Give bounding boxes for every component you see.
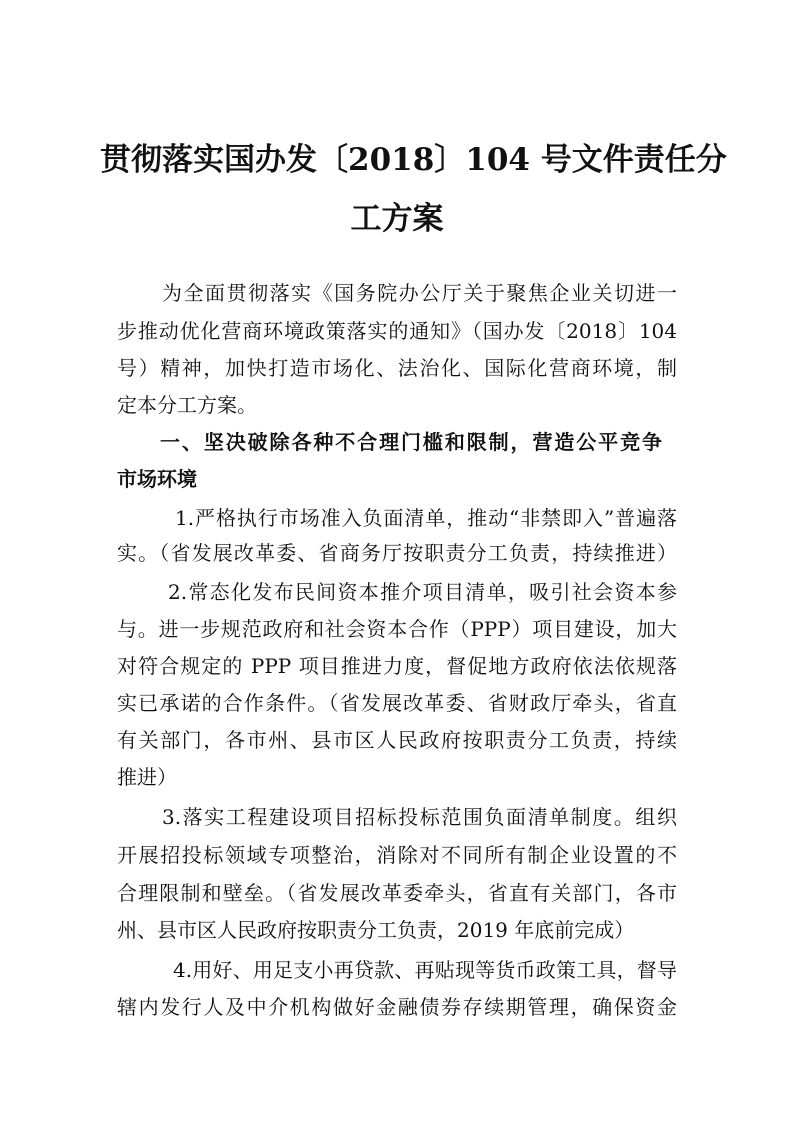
paragraph-line: 为全面贯彻落实《国务院办公厅关于聚焦企业关切进一 [162,281,677,305]
paragraph-line: 与。进一步规范政府和社会资本合作（PPP）项目建设，加大 [117,617,677,641]
paragraph-line: 推进） [117,765,177,789]
paragraph-line: 3.落实工程建设项目招标投标范围负面清单制度。组织 [162,805,677,829]
paragraph-line: 对符合规定的 PPP 项目推进力度，督促地方政府依法依规落 [117,654,677,678]
paragraph-line: 实已承诺的合作条件。（省发展改革委、省财政厅牵头，省直 [117,691,677,715]
paragraph-line: 州、县市区人民政府按职责分工负责，2019 年底前完成） [117,918,635,942]
paragraph-line: 合理限制和壁垒。（省发展改革委牵头，省直有关部门，各市 [117,881,677,905]
paragraph-line: 4.用好、用足支小再贷款、再贴现等货币政策工具，督导 [173,958,677,982]
paragraph-line: 辖内发行人及中介机构做好金融债券存续期管理，确保资金 [117,995,677,1019]
document-title-line-1: 贯彻落实国办发〔2018〕104 号文件责任分 [100,142,727,178]
paragraph-line: 开展招投标领域专项整治，消除对不同所有制企业设置的不 [117,843,677,867]
paragraph-line: 定本分工方案。 [117,393,257,417]
paragraph-line: 步推动优化营商环境政策落实的通知》（国办发〔2018〕104 [117,319,677,343]
paragraph-line: 2.常态化发布民间资本推介项目清单，吸引社会资本参 [168,580,677,604]
paragraph-line: 号）精神，加快打造市场化、法治化、国际化营商环境，制 [117,356,677,380]
paragraph-line: 1.严格执行市场准入负面清单，推动“非禁即入”普遍落 [175,506,677,530]
section-heading-line: 市场环境 [117,467,197,491]
section-heading-line: 一、坚决破除各种不合理门槛和限制，营造公平竞争 [160,430,662,454]
paragraph-line: 有关部门，各市州、县市区人民政府按职责分工负责，持续 [117,728,677,752]
document-title-line-2: 工方案 [350,201,444,237]
paragraph-line: 实。（省发展改革委、省商务厅按职责分工负责，持续推进） [117,541,677,565]
